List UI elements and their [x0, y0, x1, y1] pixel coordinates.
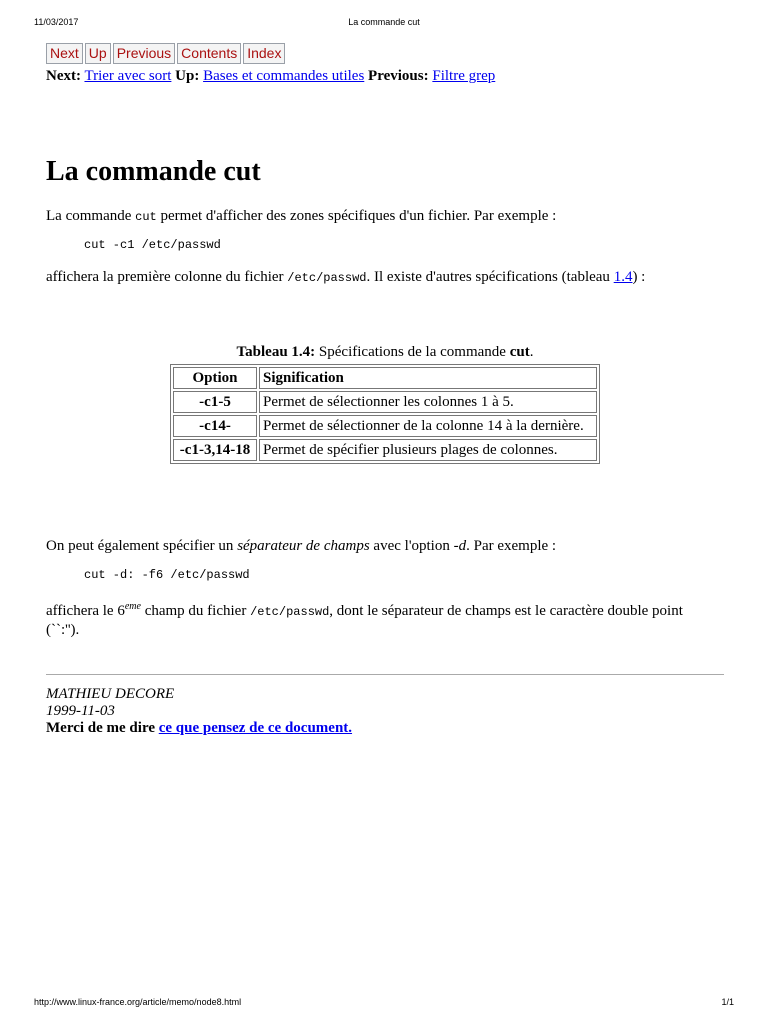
up-button[interactable]: Up	[85, 43, 111, 64]
table-row	[173, 439, 597, 461]
table-caption	[170, 343, 600, 361]
fourth-sup: eme	[124, 601, 141, 612]
up-link[interactable]: Bases et commandes utiles	[203, 68, 365, 84]
option-cell: -c1-3,14-18	[173, 439, 257, 461]
print-header	[34, 17, 734, 29]
option-cell: -c14-	[173, 415, 257, 437]
signification-cell: Permet de spécifier plusieurs plages de colonnes.	[259, 439, 597, 461]
second-code: /etc/passwd	[287, 271, 367, 285]
code-example-2: cut -d: -f6 /etc/passwd	[84, 568, 250, 582]
signification-cell: Permet de sélectionner de la colonne 14 à la dernière.	[259, 415, 597, 437]
next-button[interactable]: Next	[46, 43, 83, 64]
print-title: La commande cut	[348, 17, 420, 27]
print-date: 11/03/2017	[34, 17, 79, 27]
page-title: La commande cut	[46, 156, 261, 187]
feedback-line	[46, 720, 352, 736]
table-ref-link[interactable]: 1.4	[613, 269, 633, 285]
options-table	[170, 364, 600, 464]
second-text-before: affichera la première colonne du fichier	[46, 269, 288, 285]
second-text-after: ) :	[632, 269, 646, 285]
table-row	[173, 391, 597, 413]
index-button[interactable]: Index	[243, 43, 285, 64]
code-example-1: cut -c1 /etc/passwd	[84, 238, 221, 252]
caption-text: Spécifications de la commande	[315, 344, 510, 360]
navigation-links	[46, 67, 726, 85]
previous-button[interactable]: Previous	[113, 43, 175, 64]
third-text-before: On peut également spécifier un	[46, 538, 238, 554]
signification-cell: Permet de sélectionner les colonnes 1 à 5.	[259, 391, 597, 413]
contents-button[interactable]: Contents	[177, 43, 241, 64]
feedback-link[interactable]: ce que pensez de ce document.	[158, 720, 353, 736]
intro-text-before: La commande	[46, 208, 136, 224]
third-text-middle: avec l'option	[369, 538, 454, 554]
previous-label: Previous:	[368, 68, 429, 84]
print-url: http://www.linux-france.org/article/memo/node8.html	[34, 997, 242, 1007]
option-cell: -c1-5	[173, 391, 257, 413]
caption-end: .	[529, 344, 534, 360]
header-signification: Signification	[259, 367, 597, 389]
intro-paragraph	[46, 207, 556, 226]
intro-code: cut	[135, 210, 157, 224]
footer-separator	[46, 674, 724, 675]
print-page-number: 1/1	[721, 997, 734, 1007]
fourth-code: /etc/passwd	[250, 605, 330, 619]
next-link[interactable]: Trier avec sort	[84, 68, 172, 84]
caption-bold: cut	[509, 344, 530, 360]
next-label: Next:	[46, 68, 81, 84]
caption-label: Tableau 1.4:	[236, 344, 316, 360]
table-header-row	[173, 367, 597, 389]
up-label: Up:	[175, 68, 200, 84]
table-row	[173, 415, 597, 437]
previous-link[interactable]: Filtre grep	[432, 68, 496, 84]
third-em: séparateur de champs	[237, 538, 370, 554]
header-option: Option	[173, 367, 257, 389]
intro-text-after: permet d'afficher des zones spécifiques d'un fichier. Par exemple :	[156, 208, 557, 224]
second-paragraph	[46, 268, 645, 287]
fourth-text-before: affichera le 6	[46, 603, 125, 619]
third-paragraph	[46, 537, 556, 555]
fourth-text-after: , dont le séparateur de champs est le caractère double point (``:'').	[46, 603, 683, 638]
third-em-option: -d	[453, 538, 467, 554]
author-name: MATHIEU DECORE	[46, 686, 175, 702]
third-text-after: . Par exemple :	[466, 538, 557, 554]
fourth-paragraph	[46, 598, 716, 639]
navigation-buttons	[46, 43, 726, 64]
feedback-text: Merci de me dire	[46, 720, 159, 736]
print-footer	[34, 997, 734, 1009]
page-content	[46, 43, 726, 736]
address-block	[46, 686, 352, 737]
second-text-middle: . Il existe d'autres spécifications (tableau	[366, 269, 614, 285]
author-date: 1999-11-03	[46, 703, 115, 719]
table-block	[170, 343, 600, 464]
fourth-text-middle: champ du fichier	[140, 603, 251, 619]
